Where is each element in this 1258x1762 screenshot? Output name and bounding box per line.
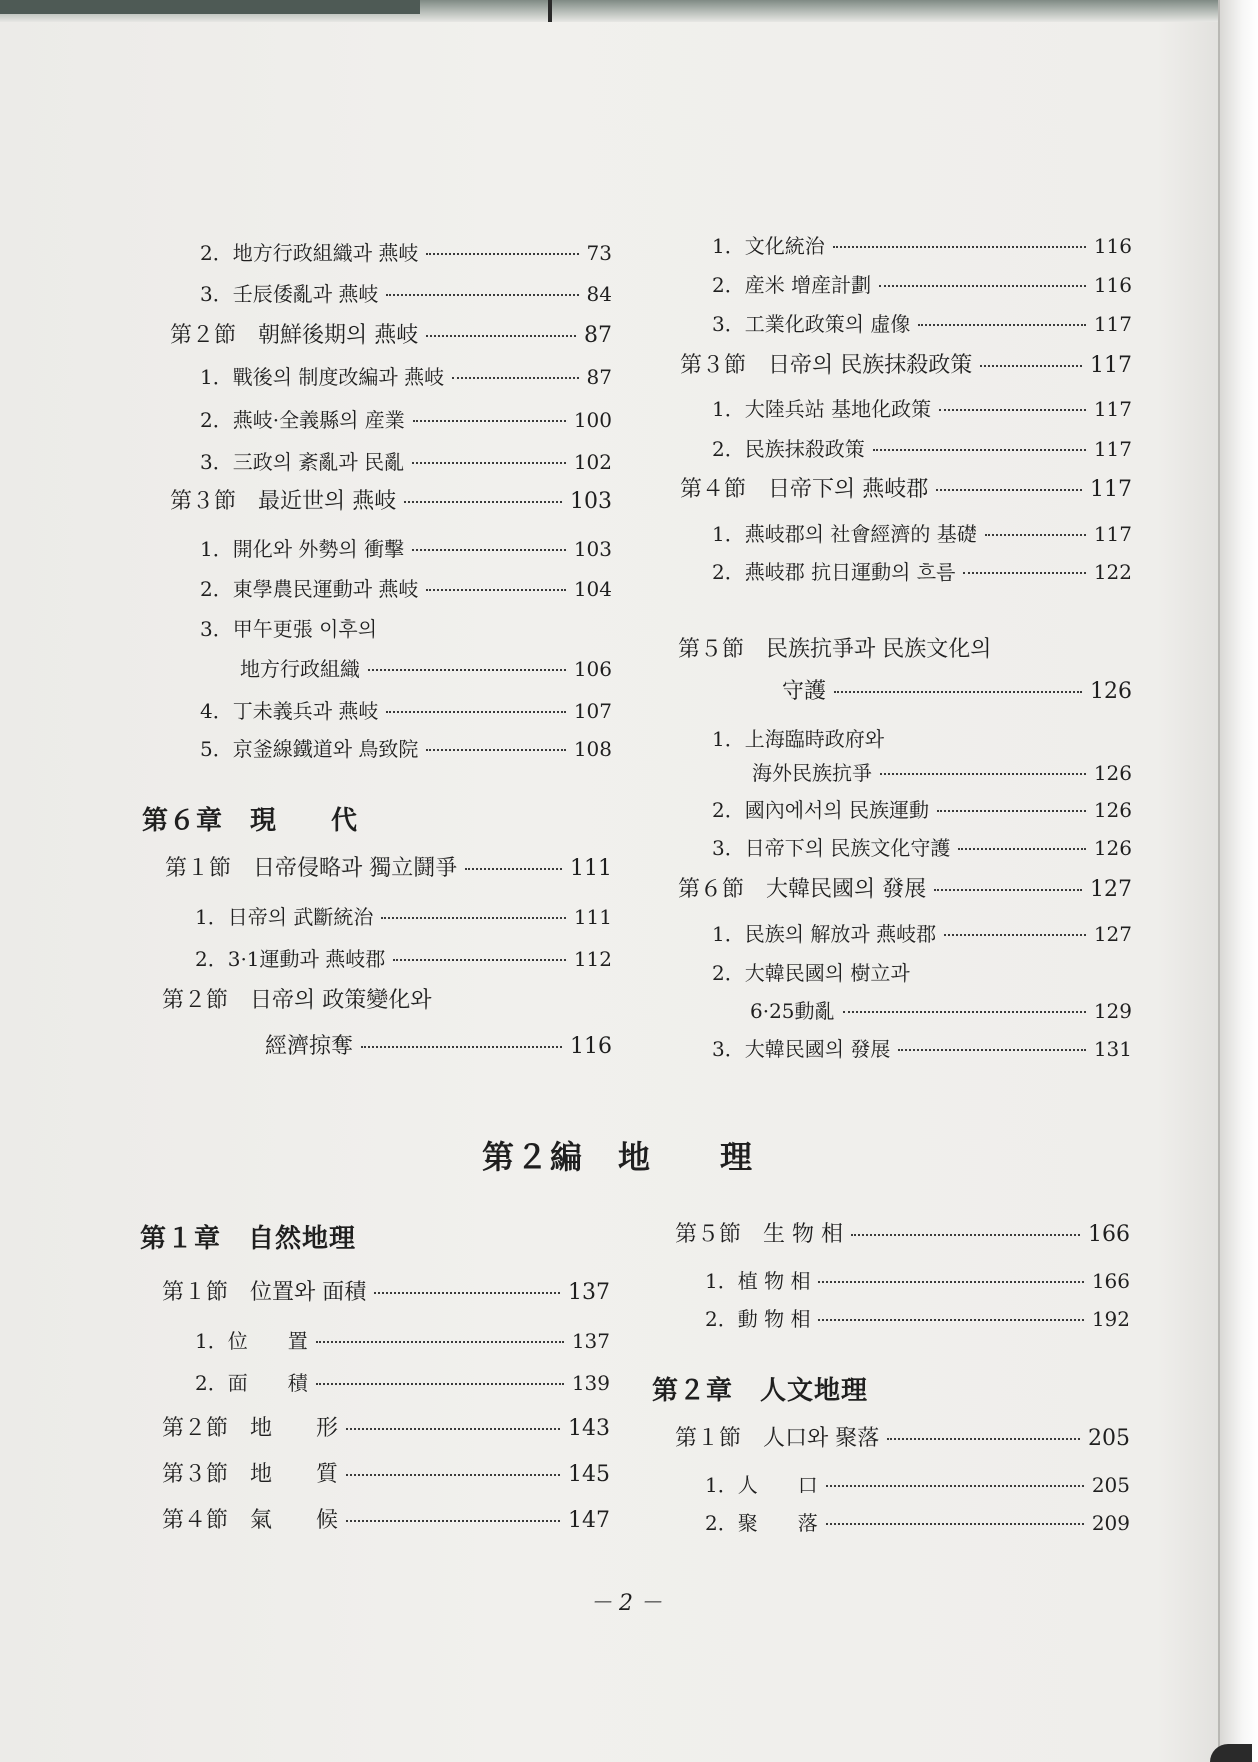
toc-entry: 2．地方行政組織과 燕岐 73 bbox=[200, 241, 612, 265]
toc-section: 第５節 生 物 相 166 bbox=[675, 1222, 1130, 1247]
adjacent-page-edge bbox=[0, 0, 1258, 22]
binding-edge bbox=[1218, 0, 1258, 1762]
toc-entry: 2．面 積 139 bbox=[195, 1371, 610, 1395]
page-corner-shadow bbox=[1210, 1744, 1252, 1762]
toc-section: 第３節 日帝의 民族抹殺政策 117 bbox=[680, 353, 1132, 378]
toc-entry: 2．大韓民國의 樹立과 bbox=[712, 961, 910, 985]
toc-section: 第２節 地 形 143 bbox=[162, 1416, 610, 1441]
toc-entry: 2．3·1運動과 燕岐郡 112 bbox=[195, 947, 612, 971]
toc-entry-continued: 地方行政組織 106 bbox=[240, 657, 612, 681]
chapter-heading: 第６章 現 代 bbox=[142, 806, 359, 836]
toc-entry: 2．産米 增産計劃 116 bbox=[712, 273, 1132, 297]
toc-entry: 1．大陸兵站 基地化政策 117 bbox=[712, 397, 1132, 421]
toc-entry: 3．三政의 紊亂과 民亂 102 bbox=[200, 450, 612, 474]
toc-entry: 2．民族抹殺政策 117 bbox=[712, 437, 1132, 461]
toc-section: 第２節 朝鮮後期의 燕岐 87 bbox=[170, 323, 612, 348]
toc-section: 第１節 人口와 聚落 205 bbox=[675, 1426, 1130, 1451]
page-number: － 2 － bbox=[590, 1591, 662, 1616]
toc-section: 第４節 氣 候 147 bbox=[162, 1508, 610, 1533]
toc-entry-continued: 海外民族抗爭 126 bbox=[752, 761, 1132, 785]
toc-section-continued: 守護 126 bbox=[782, 679, 1132, 704]
toc-entry: 1．戰後의 制度改編과 燕岐 87 bbox=[200, 365, 612, 389]
toc-entry: 1．燕岐郡의 社會經濟的 基礎 117 bbox=[712, 522, 1132, 546]
toc-section: 第３節 地 質 145 bbox=[162, 1462, 610, 1487]
toc-entry: 1．民族의 解放과 燕岐郡 127 bbox=[712, 922, 1132, 946]
toc-entry: 3．甲午更張 이후의 bbox=[200, 617, 378, 641]
toc-entry: 3．壬辰倭亂과 燕岐 84 bbox=[200, 282, 612, 306]
toc-entry: 2．燕岐·全義縣의 産業 100 bbox=[200, 408, 612, 432]
chapter-heading: 第１章 自然地理 bbox=[140, 1224, 357, 1254]
toc-entry: 2．燕岐郡 抗日運動의 흐름 122 bbox=[712, 560, 1132, 584]
chapter-heading: 第２章 人文地理 bbox=[652, 1376, 869, 1406]
toc-entry: 2．聚 落 209 bbox=[705, 1511, 1130, 1535]
toc-section: 第６節 大韓民國의 發展 127 bbox=[678, 877, 1132, 902]
toc-entry: 2．東學農民運動과 燕岐 104 bbox=[200, 577, 612, 601]
toc-entry: 1．植 物 相 166 bbox=[705, 1269, 1130, 1293]
toc-entry: 4．丁未義兵과 燕岐 107 bbox=[200, 699, 612, 723]
toc-entry: 1．位 置 137 bbox=[195, 1329, 610, 1353]
toc-entry: 1．日帝의 武斷統治 111 bbox=[195, 905, 612, 929]
toc-entry: 5．京釜線鐵道와 鳥致院 108 bbox=[200, 737, 612, 761]
toc-entry: 1．文化統治 116 bbox=[712, 234, 1132, 258]
toc-entry: 1．開化와 外勢의 衝擊 103 bbox=[200, 537, 612, 561]
toc-entry: 2．國內에서의 民族運動 126 bbox=[712, 798, 1132, 822]
toc-entry: 3．工業化政策의 虛像 117 bbox=[712, 312, 1132, 336]
toc-section: 第１節 日帝侵略과 獨立鬪爭 111 bbox=[165, 856, 612, 881]
toc-entry: 3．大韓民國의 發展 131 bbox=[712, 1037, 1132, 1061]
toc-entry: 1．上海臨時政府와 bbox=[712, 727, 885, 751]
toc-entry-continued: 6·25動亂 129 bbox=[750, 999, 1132, 1023]
toc-section: 第３節 最近世의 燕岐 103 bbox=[170, 489, 612, 514]
toc-section: 第２節 日帝의 政策變化와 bbox=[162, 988, 432, 1013]
toc-entry: 2．動 物 相 192 bbox=[705, 1307, 1130, 1331]
toc-entry: 3．日帝下의 民族文化守護 126 bbox=[712, 836, 1132, 860]
toc-section: 第５節 民族抗爭과 民族文化의 bbox=[678, 637, 992, 662]
toc-section: 第４節 日帝下의 燕岐郡 117 bbox=[680, 477, 1132, 502]
toc-entry: 1．人 口 205 bbox=[705, 1473, 1130, 1497]
toc-section-continued: 經濟掠奪 116 bbox=[265, 1034, 612, 1059]
part-heading: 第２編 地 理 bbox=[482, 1138, 755, 1176]
toc-section: 第１節 位置와 面積 137 bbox=[162, 1280, 610, 1305]
